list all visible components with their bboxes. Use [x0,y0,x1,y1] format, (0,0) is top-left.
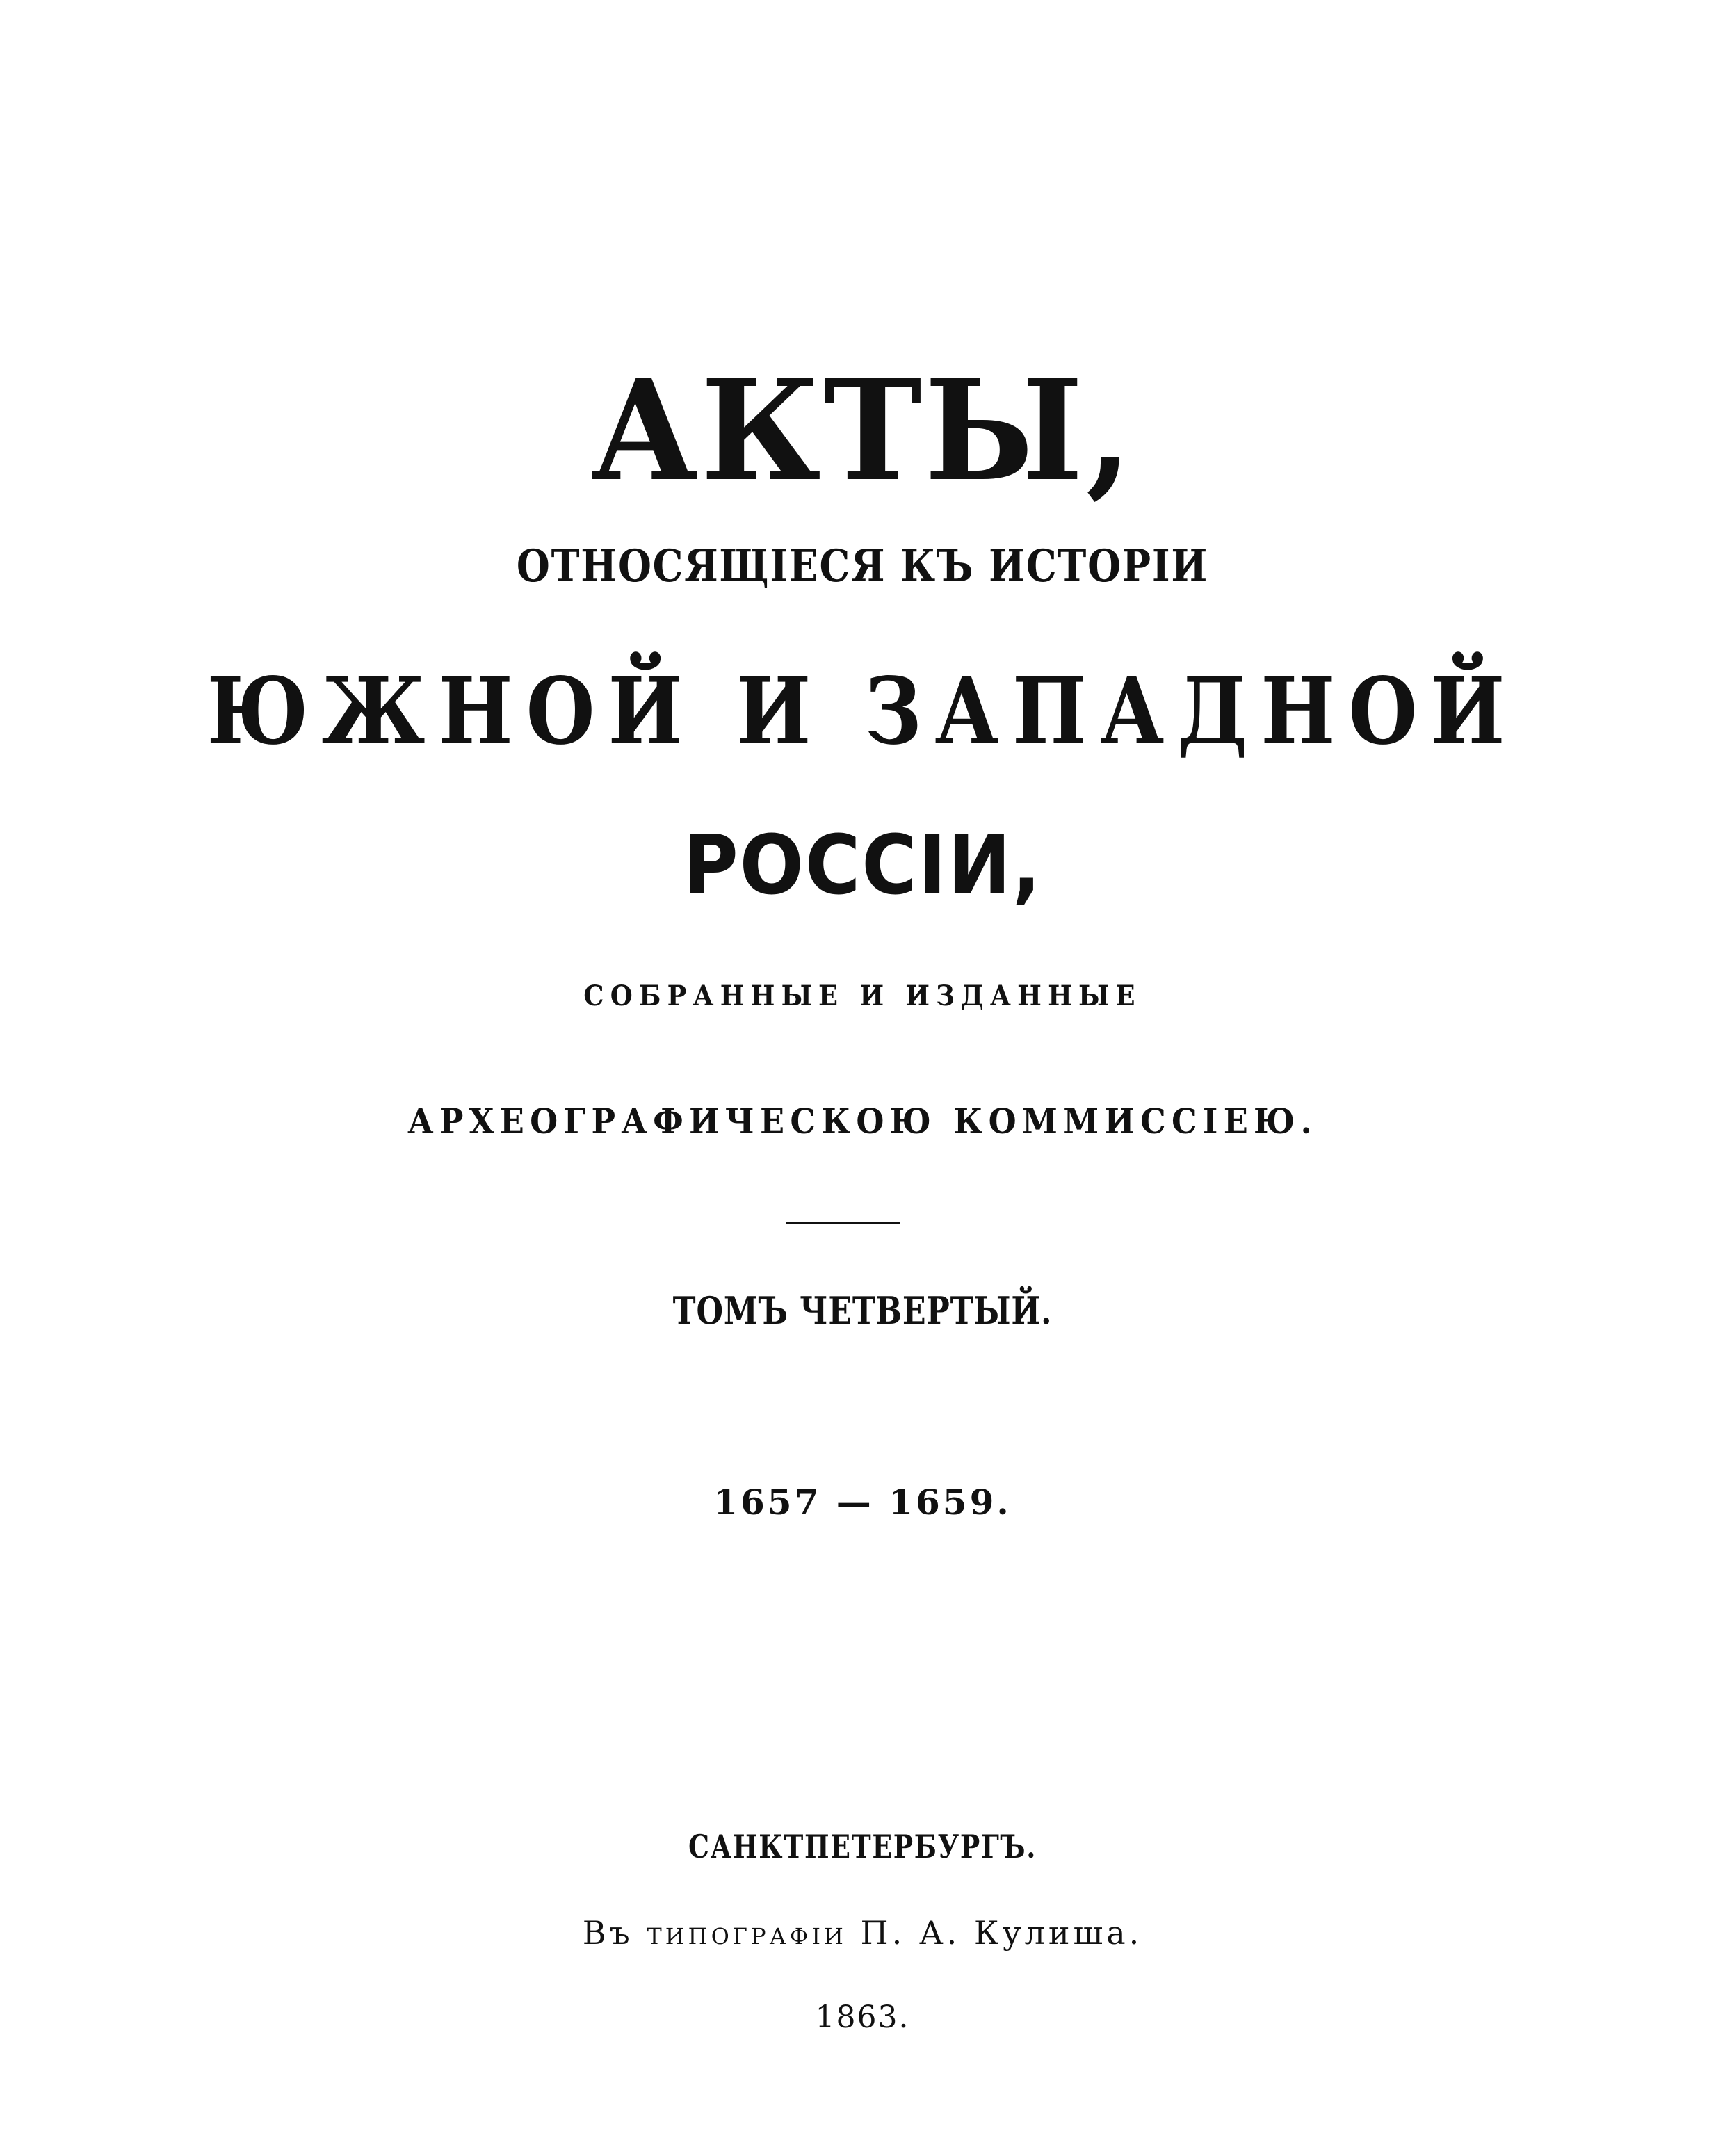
title: АКТЫ, [590,349,1135,512]
volume-line: ТОМЪ ЧЕТВЕРТЫЙ. [672,1288,1053,1333]
subtitle: ОТНОСЯЩІЕСЯ КЪ ИСТОРІИ [516,540,1209,592]
commission-line: АРХЕОГРАФИЧЕСКОЮ КОММИССІЕЮ. [407,1101,1318,1142]
imprint-printer [0,1914,1725,1952]
region-heading: ЮЖНОЙ И ЗАПАДНОЙ [206,658,1519,765]
divider-rule [786,1222,900,1224]
printer-prefix: Въ [582,1914,633,1952]
printer-word: типографіи [647,1914,847,1952]
country-heading: РОССІИ, [683,817,1042,913]
imprint-year: 1863. [815,2000,910,2035]
printer-name: П. А. Кулиша. [860,1914,1143,1952]
collected-line: СОБРАННЫЕ И ИЗДАННЫЕ [583,980,1142,1012]
imprint-city: САНКТПЕТЕРБУРГЪ. [688,1828,1037,1865]
years-line: 1657 — 1659. [713,1482,1012,1523]
